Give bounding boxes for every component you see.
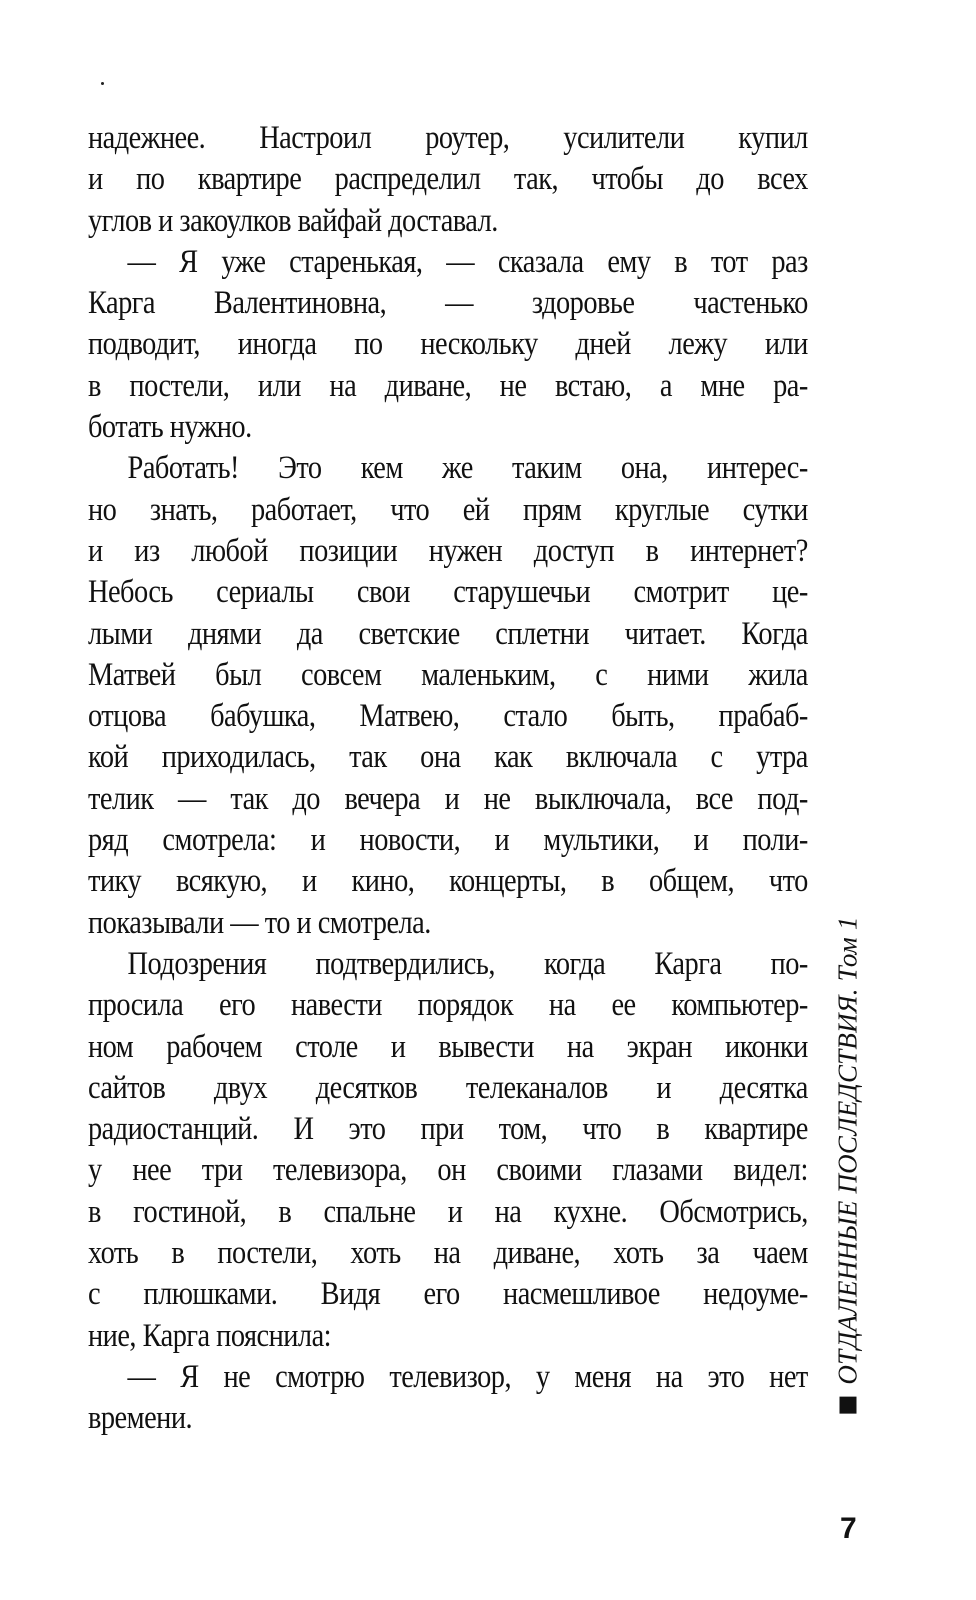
text-line: ние, Карга пояснила: — [88, 1317, 332, 1354]
text-line: радиостанций. И это при том, что в квартире — [88, 1111, 808, 1148]
text-line: с плюшками. Видя его насмешливое недоуме- — [88, 1276, 808, 1313]
text-line: ботать нужно. — [88, 409, 252, 446]
text-line: Работать! Это кем же таким она, интерес- — [127, 450, 808, 487]
running-head-volume: Том 1 — [832, 916, 863, 982]
text-line: тику всякую, и кино, концерты, в общем, что — [88, 863, 808, 900]
text-line: сайтов двух десятков телеканалов и десятка — [88, 1069, 808, 1106]
text-line: хоть в постели, хоть на диване, хоть за чаем — [88, 1235, 808, 1272]
text-line: в гостиной, в спальне и на кухне. Обсмотрись, — [88, 1193, 808, 1230]
square-marker-icon — [840, 1397, 857, 1414]
text-line: и из любой позиции нужен доступ в интернет? — [88, 532, 808, 569]
text-line: но знать, работает, что ей прям круглые сутки — [88, 491, 808, 528]
text-line: телик — так до вечера и не выключала, все под- — [88, 780, 808, 817]
text-line: Подозрения подтвердились, когда Карга по- — [127, 945, 808, 982]
text-line: и по квартире распределил так, чтобы до всех — [88, 161, 808, 198]
body-text — [88, 118, 808, 1440]
text-line: Небось сериалы свои старушечьи смотрит це- — [88, 574, 808, 611]
text-line: надежнее. Настроил роутер, усилители купил — [88, 120, 808, 156]
text-line: ряд смотрела: и новости, и мультики, и поли- — [88, 822, 808, 859]
text-line: — Я уже старенькая, — сказала ему в тот раз — [127, 243, 808, 280]
text-line: Матвей был совсем маленьким, с ними жила — [88, 656, 808, 693]
text-line: в постели, или на диване, не встаю, а мне ра- — [88, 367, 808, 404]
text-line: у нее три телевизора, он своими глазами видел: — [88, 1152, 808, 1189]
text-line: углов и закоулков вайфай доставал. — [88, 202, 498, 239]
text-line: ном рабочем столе и вывести на экран иконки — [88, 1028, 808, 1065]
text-line: подводит, иногда по нескольку дней лежу или — [88, 326, 808, 363]
running-head-text — [833, 916, 864, 1413]
running-head — [828, 885, 868, 1445]
text-line: кой приходилась, так она как включала с утра — [88, 739, 808, 776]
running-head-title: ОТДАЛЕННЫЕ ПОСЛЕДСТВИЯ. — [832, 988, 863, 1385]
page-number: 7 — [840, 1512, 857, 1545]
text-line: просила его навести порядок на ее компьютер- — [88, 987, 808, 1024]
text-line: отцова бабушка, Матвею, стало быть, прабаб- — [88, 698, 808, 735]
text-line: Карга Валентиновна, — здоровье частенько — [88, 285, 808, 322]
text-line: — Я не смотрю телевизор, у меня на это нет — [127, 1358, 808, 1395]
text-line: времени. — [88, 1400, 193, 1437]
text-line: лыми днями да светские сплетни читает. Когда — [88, 615, 808, 652]
print-speck — [101, 82, 104, 85]
text-line: показывали — то и смотрела. — [88, 904, 431, 941]
